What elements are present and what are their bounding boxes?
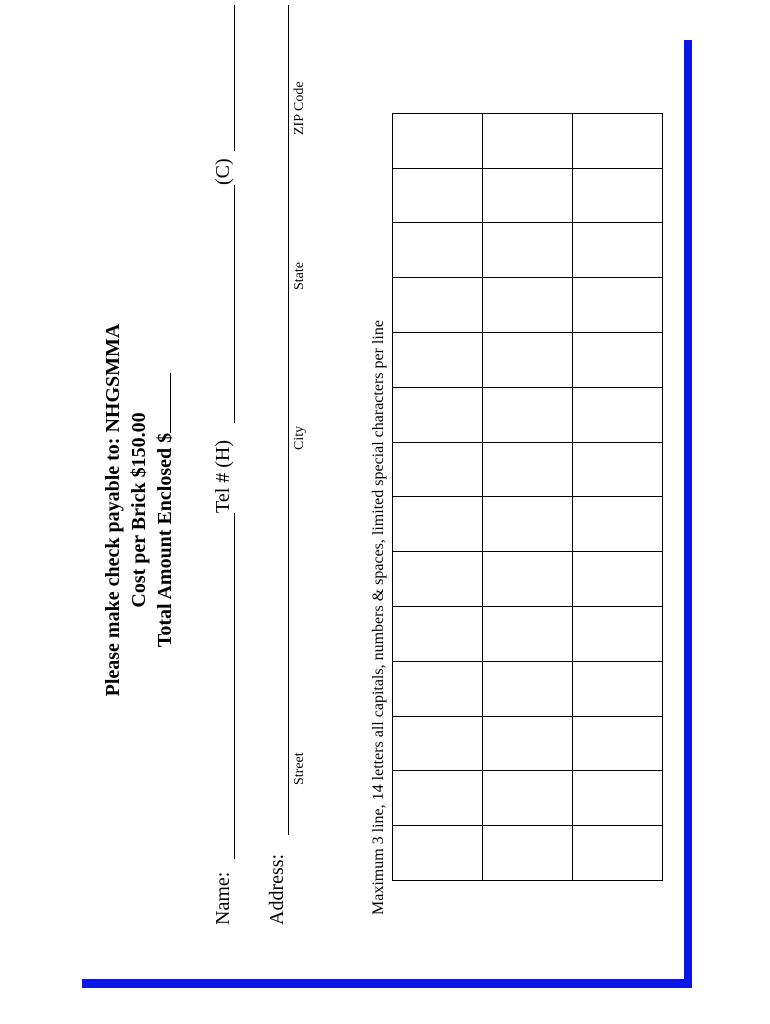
grid-cell[interactable]: [483, 716, 573, 771]
instructions-text: Maximum 3 line, 14 letters all capitals, numbers & spaces, limited special characters per line: [370, 320, 387, 915]
grid-cell[interactable]: [483, 223, 573, 278]
grid-cell[interactable]: [393, 826, 483, 881]
grid-row: [573, 113, 663, 880]
tel-home-label: Tel # (H): [212, 439, 234, 513]
grid-cell[interactable]: [483, 113, 573, 168]
grid-row: [483, 113, 573, 880]
zip-code-label: ZIP Code: [292, 81, 307, 135]
total-amount-label: Total Amount Enclosed $: [154, 432, 176, 648]
grid-cell[interactable]: [573, 113, 663, 168]
cost-per-brick-text: Cost per Brick $150.00: [128, 412, 150, 608]
total-amount-row: [152, 35, 178, 985]
grid-cell[interactable]: [573, 333, 663, 388]
address-row: [266, 55, 316, 925]
grid-cell[interactable]: [573, 826, 663, 881]
brick-order-form: [70, 35, 690, 985]
total-amount-field[interactable]: [154, 373, 171, 433]
grid-cell[interactable]: [483, 661, 573, 716]
name-label: Name:: [212, 871, 234, 925]
grid-cell[interactable]: [573, 168, 663, 223]
grid-cell[interactable]: [393, 223, 483, 278]
grid-cell[interactable]: [393, 168, 483, 223]
grid-cell[interactable]: [573, 442, 663, 497]
grid-cell[interactable]: [573, 716, 663, 771]
grid-cell[interactable]: [573, 771, 663, 826]
grid-cell[interactable]: [573, 661, 663, 716]
grid-cell[interactable]: [483, 497, 573, 552]
grid-cell[interactable]: [393, 497, 483, 552]
state-label: State: [292, 262, 307, 290]
name-tel-row: [212, 55, 242, 925]
grid-cell[interactable]: [483, 278, 573, 333]
grid-cell[interactable]: [393, 552, 483, 607]
grid-cell[interactable]: [573, 607, 663, 662]
street-label: Street: [292, 752, 307, 785]
payable-to-text: Please make check payable to: NHGSMMA: [102, 323, 124, 697]
grid-cell[interactable]: [573, 278, 663, 333]
grid-cell[interactable]: [393, 113, 483, 168]
grid-cell[interactable]: [483, 607, 573, 662]
name-field[interactable]: [234, 513, 235, 859]
grid-cell[interactable]: [393, 771, 483, 826]
brick-inscription-grid: [392, 113, 663, 881]
tel-cell-field[interactable]: [234, 5, 235, 151]
grid-cell[interactable]: [393, 333, 483, 388]
grid-row: [393, 113, 483, 880]
grid-cell[interactable]: [393, 661, 483, 716]
grid-cell[interactable]: [483, 552, 573, 607]
tel-home-field[interactable]: [234, 185, 235, 423]
grid-cell[interactable]: [573, 552, 663, 607]
grid-cell[interactable]: [393, 607, 483, 662]
grid-cell[interactable]: [573, 497, 663, 552]
address-field[interactable]: [288, 5, 289, 835]
grid-cell[interactable]: [393, 278, 483, 333]
grid-cell[interactable]: [483, 168, 573, 223]
grid-cell[interactable]: [393, 442, 483, 497]
city-label: City: [292, 425, 307, 450]
grid-cell[interactable]: [573, 223, 663, 278]
grid-cell[interactable]: [393, 387, 483, 442]
grid-cell[interactable]: [483, 333, 573, 388]
grid-cell[interactable]: [483, 442, 573, 497]
payment-header: [100, 35, 178, 985]
grid-cell[interactable]: [483, 771, 573, 826]
grid-cell[interactable]: [573, 387, 663, 442]
grid-cell[interactable]: [393, 716, 483, 771]
tel-cell-label: (C): [212, 158, 234, 185]
address-label: Address:: [266, 853, 288, 925]
grid-cell[interactable]: [483, 826, 573, 881]
grid-cell[interactable]: [483, 387, 573, 442]
